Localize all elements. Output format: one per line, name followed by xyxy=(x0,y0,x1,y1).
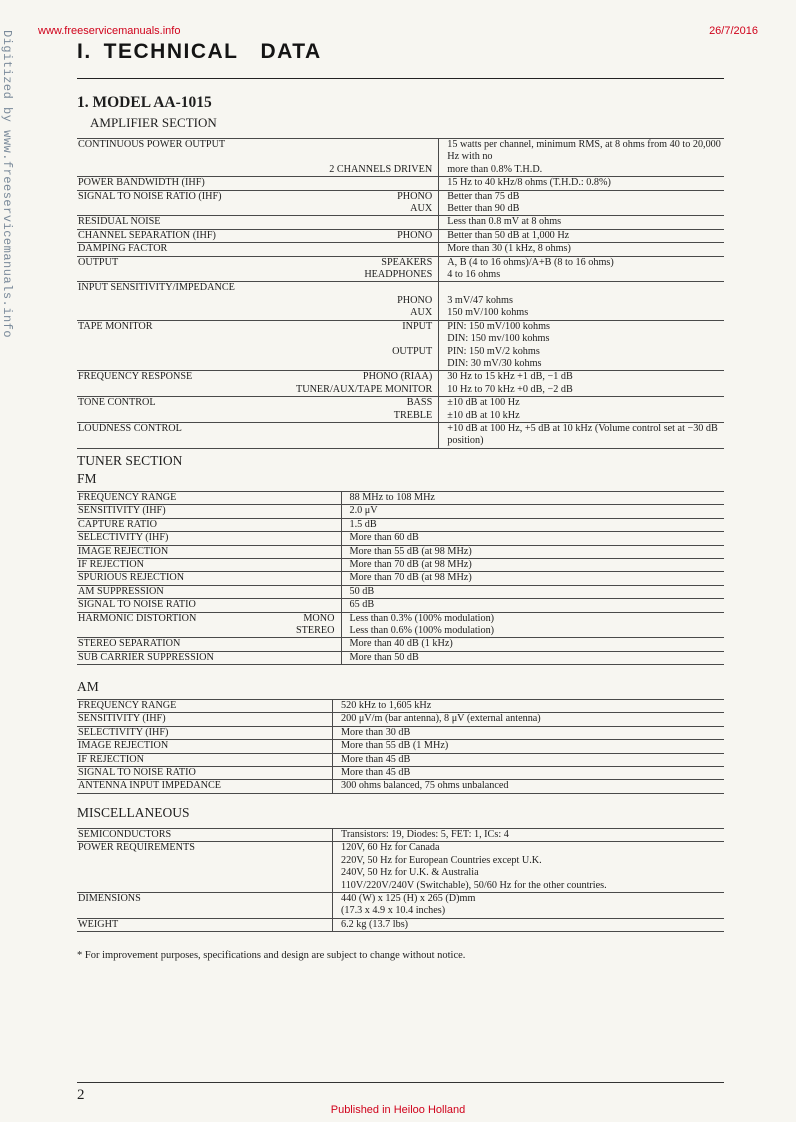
spec-label: CAPTURE RATIO xyxy=(77,518,296,531)
spec-row xyxy=(77,243,724,256)
spec-row xyxy=(77,559,724,572)
title-word-1: TECHNICAL xyxy=(103,40,239,63)
spec-label: FREQUENCY RANGE xyxy=(77,700,296,713)
spec-sublabel xyxy=(296,918,333,931)
spec-value: 2.0 μV xyxy=(341,505,724,518)
spec-row xyxy=(77,545,724,558)
spec-value: 4 to 16 ohms xyxy=(439,269,724,282)
spec-value: 240V, 50 Hz for U.K. & Australia xyxy=(333,867,725,879)
spec-value: More than 45 dB xyxy=(333,753,725,766)
spec-value: PIN: 150 mV/100 kohms xyxy=(439,320,724,333)
page-number: 2 xyxy=(77,1087,85,1103)
spec-value: More than 55 dB (at 98 MHz) xyxy=(341,545,724,558)
spec-row xyxy=(77,842,724,855)
spec-sublabel xyxy=(296,333,439,345)
spec-label: AM SUPPRESSION xyxy=(77,585,296,598)
spec-label xyxy=(77,410,296,423)
spec-value: 15 watts per channel, minimum RMS, at 8 ohms from 40 to 20,000 Hz with no xyxy=(439,139,724,164)
spec-label xyxy=(77,880,296,893)
spec-value: More than 50 dB xyxy=(341,651,724,664)
spec-sublabel xyxy=(296,545,341,558)
spec-row xyxy=(77,651,724,664)
fm-spec-table xyxy=(77,491,724,665)
spec-value: 200 μV/m (bar antenna), 8 μV (external antenna) xyxy=(333,713,725,726)
spec-label: SELECTIVITY (IHF) xyxy=(77,726,296,739)
spec-label xyxy=(77,384,296,397)
spec-sublabel xyxy=(296,572,341,585)
spec-sublabel xyxy=(296,492,341,505)
spec-row xyxy=(77,164,724,177)
spec-label: DAMPING FACTOR xyxy=(77,243,296,256)
spec-row xyxy=(77,139,724,164)
spec-label: DIMENSIONS xyxy=(78,893,141,905)
spec-value: A, B (4 to 16 ohms)/A+B (8 to 16 ohms) xyxy=(439,256,724,269)
spec-sublabel xyxy=(296,893,333,906)
spec-row xyxy=(77,585,724,598)
spec-row xyxy=(77,753,724,766)
spec-sublabel xyxy=(296,139,439,164)
spec-sublabel: STEREO xyxy=(296,625,341,638)
spec-value: +10 dB at 100 Hz, +5 dB at 10 kHz (Volume control set at −30 dB position) xyxy=(439,422,724,448)
spec-value: 15 Hz to 40 kHz/8 ohms (T.H.D.: 0.8%) xyxy=(439,177,724,190)
spec-value: DIN: 150 mv/100 kohms xyxy=(439,333,724,345)
spec-row xyxy=(77,740,724,753)
spec-row xyxy=(77,358,724,371)
spec-sublabel xyxy=(296,780,333,793)
spec-row xyxy=(77,282,724,295)
tuner-section-title: TUNER SECTION xyxy=(77,453,183,468)
site-url[interactable]: www.freeservicemanuals.info xyxy=(38,25,181,37)
spec-row xyxy=(77,229,724,242)
side-watermark xyxy=(0,30,18,370)
spec-sublabel xyxy=(296,599,341,612)
spec-row xyxy=(77,599,724,612)
spec-sublabel xyxy=(296,358,439,371)
spec-label: RESIDUAL NOISE xyxy=(77,216,296,229)
spec-sublabel xyxy=(296,867,333,879)
spec-sublabel: OUTPUT xyxy=(392,345,433,357)
spec-sublabel xyxy=(296,559,341,572)
spec-label xyxy=(77,346,296,358)
spec-value: Transistors: 19, Diodes: 5, FET: 1, ICs: 4 xyxy=(333,829,725,842)
spec-value: Better than 50 dB at 1,000 Hz xyxy=(439,229,724,242)
spec-value: More than 60 dB xyxy=(341,532,724,545)
publisher-footer: Published in Heiloo Holland xyxy=(330,1104,466,1116)
spec-value: 220V, 50 Hz for European Countries except U.K. xyxy=(333,855,725,867)
spec-value: 65 dB xyxy=(341,599,724,612)
spec-value: ±10 dB at 100 Hz xyxy=(439,397,724,410)
spec-label: IMAGE REJECTION xyxy=(77,545,296,558)
spec-label: LOUDNESS CONTROL xyxy=(77,422,296,448)
spec-row xyxy=(77,397,724,410)
spec-sublabel: AUX xyxy=(296,203,439,216)
spec-value: more than 0.8% T.H.D. xyxy=(439,164,724,177)
spec-row xyxy=(77,726,724,739)
spec-label: CHANNEL SEPARATION (IHF) xyxy=(77,229,296,242)
spec-sublabel: 2 CHANNELS DRIVEN xyxy=(296,164,439,177)
spec-row xyxy=(77,422,724,448)
spec-sublabel xyxy=(296,713,333,726)
spec-label xyxy=(77,295,296,307)
spec-row xyxy=(77,203,724,216)
spec-label: HARMONIC DISTORTION xyxy=(78,612,197,624)
spec-value: 3 mV/47 kohms xyxy=(439,295,724,307)
spec-value: Better than 75 dB xyxy=(439,190,724,203)
spec-sublabel xyxy=(296,767,333,780)
spec-label: FREQUENCY RANGE xyxy=(77,492,296,505)
spec-value: 10 Hz to 70 kHz +0 dB, −2 dB xyxy=(439,384,724,397)
spec-sublabel: PHONO xyxy=(296,229,439,242)
spec-row xyxy=(77,256,724,269)
spec-row xyxy=(77,713,724,726)
title-number: I. xyxy=(77,40,92,63)
spec-row xyxy=(77,918,724,931)
am-spec-table xyxy=(77,699,724,794)
spec-value: 50 dB xyxy=(341,585,724,598)
spec-value: 88 MHz to 108 MHz xyxy=(341,492,724,505)
spec-label xyxy=(77,625,296,638)
spec-value: 30 Hz to 15 kHz +1 dB, −1 dB xyxy=(439,371,724,384)
spec-value: Less than 0.8 mV at 8 ohms xyxy=(439,216,724,229)
spec-label: SIGNAL TO NOISE RATIO xyxy=(77,599,296,612)
spec-sublabel xyxy=(296,651,341,664)
spec-label: IF REJECTION xyxy=(77,559,296,572)
spec-sublabel xyxy=(296,216,439,229)
spec-sublabel xyxy=(296,243,439,256)
spec-sublabel: SPEAKERS xyxy=(381,256,433,268)
spec-row xyxy=(77,638,724,651)
spec-row xyxy=(77,829,724,842)
bottom-rule xyxy=(77,1082,724,1083)
spec-row xyxy=(77,410,724,423)
spec-sublabel: MONO xyxy=(303,612,335,624)
spec-label xyxy=(77,203,296,216)
spec-label: ANTENNA INPUT IMPEDANCE xyxy=(77,780,296,793)
spec-value: 110V/220V/240V (Switchable), 50/60 Hz for the other countries. xyxy=(333,880,725,893)
spec-label xyxy=(77,164,296,177)
spec-label xyxy=(77,333,296,345)
spec-label xyxy=(77,269,296,282)
spec-row xyxy=(77,333,724,345)
spec-label: TONE CONTROL xyxy=(78,397,156,409)
fm-section-title: FM xyxy=(77,471,97,486)
spec-label: IF REJECTION xyxy=(77,753,296,766)
spec-value: More than 55 dB (1 MHz) xyxy=(333,740,725,753)
spec-row xyxy=(77,612,724,625)
spec-label: SIGNAL TO NOISE RATIO (IHF) xyxy=(78,190,222,202)
spec-label: STEREO SEPARATION xyxy=(77,638,296,651)
spec-label: OUTPUT xyxy=(78,256,119,268)
page-title xyxy=(77,40,322,64)
spec-value: More than 70 dB (at 98 MHz) xyxy=(341,572,724,585)
spec-row xyxy=(77,867,724,879)
spec-value: 440 (W) x 125 (H) x 265 (D)mm xyxy=(333,893,725,906)
spec-sublabel xyxy=(296,740,333,753)
spec-row xyxy=(77,295,724,307)
spec-row xyxy=(77,346,724,358)
spec-row xyxy=(77,190,724,203)
spec-sublabel xyxy=(296,638,341,651)
spec-label: SENSITIVITY (IHF) xyxy=(77,713,296,726)
side-watermark-text: Digitized by www.freeservicemanuals.info xyxy=(0,30,14,339)
title-word-2: DATA xyxy=(260,40,322,63)
spec-sublabel xyxy=(296,842,333,855)
spec-label: INPUT SENSITIVITY/IMPEDANCE xyxy=(78,282,235,294)
title-rule xyxy=(77,78,724,79)
spec-sublabel xyxy=(296,753,333,766)
spec-row xyxy=(77,320,724,333)
spec-row xyxy=(77,880,724,893)
spec-sublabel xyxy=(296,505,341,518)
spec-row xyxy=(77,216,724,229)
date-stamp: 26/7/2016 xyxy=(709,25,758,37)
spec-label xyxy=(77,855,296,867)
spec-sublabel xyxy=(296,905,333,918)
spec-label: WEIGHT xyxy=(77,918,296,931)
spec-sublabel xyxy=(296,726,333,739)
spec-sublabel: INPUT xyxy=(402,320,433,332)
spec-label: FREQUENCY RESPONSE xyxy=(78,371,193,383)
spec-value: 520 kHz to 1,605 kHz xyxy=(333,700,725,713)
amplifier-spec-table xyxy=(77,138,724,449)
spec-row xyxy=(77,625,724,638)
spec-label: TAPE MONITOR xyxy=(78,320,153,332)
spec-row xyxy=(77,767,724,780)
spec-sublabel xyxy=(296,422,439,448)
spec-value: 6.2 kg (13.7 lbs) xyxy=(333,918,725,931)
footnote: * For improvement purposes, specifications and design are subject to change without notice. xyxy=(77,950,466,961)
spec-sublabel xyxy=(296,282,439,295)
spec-row xyxy=(77,518,724,531)
spec-value xyxy=(439,282,724,295)
misc-section-title: MISCELLANEOUS xyxy=(77,805,190,820)
spec-label: SEMICONDUCTORS xyxy=(77,829,296,842)
spec-value: Better than 90 dB xyxy=(439,203,724,216)
spec-row xyxy=(77,307,724,320)
spec-sublabel xyxy=(296,532,341,545)
spec-sublabel: TREBLE xyxy=(296,410,439,423)
spec-value: Less than 0.3% (100% modulation) xyxy=(341,612,724,625)
spec-sublabel: TUNER/AUX/TAPE MONITOR xyxy=(296,384,439,397)
spec-sublabel: PHONO xyxy=(397,294,433,306)
spec-value: ±10 dB at 10 kHz xyxy=(439,410,724,423)
am-section-title: AM xyxy=(77,679,99,694)
spec-value: More than 70 dB (at 98 MHz) xyxy=(341,559,724,572)
spec-sublabel xyxy=(296,585,341,598)
spec-value: DIN: 30 mV/30 kohms xyxy=(439,358,724,371)
spec-value: (17.3 x 4.9 x 10.4 inches) xyxy=(333,905,725,918)
spec-row xyxy=(77,505,724,518)
spec-value: 1.5 dB xyxy=(341,518,724,531)
spec-row xyxy=(77,177,724,190)
spec-label: SENSITIVITY (IHF) xyxy=(77,505,296,518)
spec-sublabel xyxy=(296,700,333,713)
model-heading: 1. MODEL AA-1015 xyxy=(77,94,212,111)
spec-label xyxy=(77,905,296,918)
spec-row xyxy=(77,780,724,793)
spec-sublabel: PHONO xyxy=(397,190,433,202)
spec-label: POWER REQUIREMENTS xyxy=(78,842,195,854)
spec-value: 120V, 60 Hz for Canada xyxy=(333,842,725,855)
spec-label: SIGNAL TO NOISE RATIO xyxy=(77,767,296,780)
spec-sublabel: AUX xyxy=(296,307,439,320)
spec-value: PIN: 150 mV/2 kohms xyxy=(439,346,724,358)
spec-sublabel xyxy=(296,880,333,893)
spec-label: POWER BANDWIDTH (IHF) xyxy=(77,177,296,190)
spec-sublabel: HEADPHONES xyxy=(296,269,439,282)
amplifier-section-title: AMPLIFIER SECTION xyxy=(90,115,217,130)
spec-value: Less than 0.6% (100% modulation) xyxy=(341,625,724,638)
spec-label xyxy=(77,307,296,320)
spec-row xyxy=(77,371,724,384)
spec-row xyxy=(77,532,724,545)
spec-sublabel xyxy=(296,855,333,867)
spec-value: More than 45 dB xyxy=(333,767,725,780)
spec-label xyxy=(77,867,296,879)
spec-row xyxy=(77,572,724,585)
spec-label: SUB CARRIER SUPPRESSION xyxy=(77,651,296,664)
spec-sublabel xyxy=(296,829,333,842)
spec-sublabel xyxy=(296,518,341,531)
spec-row xyxy=(77,893,724,906)
misc-spec-table xyxy=(77,828,724,932)
spec-label xyxy=(77,358,296,371)
spec-value: More than 30 (1 kHz, 8 ohms) xyxy=(439,243,724,256)
spec-row xyxy=(77,855,724,867)
spec-label: CONTINUOUS POWER OUTPUT xyxy=(77,139,296,164)
spec-sublabel xyxy=(296,177,439,190)
spec-row xyxy=(77,700,724,713)
spec-row xyxy=(77,269,724,282)
spec-sublabel: PHONO (RIAA) xyxy=(362,371,433,383)
spec-row xyxy=(77,384,724,397)
spec-row xyxy=(77,905,724,918)
spec-sublabel: BASS xyxy=(406,397,433,409)
spec-label: SELECTIVITY (IHF) xyxy=(77,532,296,545)
spec-label: IMAGE REJECTION xyxy=(77,740,296,753)
spec-value: More than 30 dB xyxy=(333,726,725,739)
spec-value: 300 ohms balanced, 75 ohms unbalanced xyxy=(333,780,725,793)
spec-row xyxy=(77,492,724,505)
spec-label: SPURIOUS REJECTION xyxy=(77,572,296,585)
spec-value: 150 mV/100 kohms xyxy=(439,307,724,320)
spec-value: More than 40 dB (1 kHz) xyxy=(341,638,724,651)
